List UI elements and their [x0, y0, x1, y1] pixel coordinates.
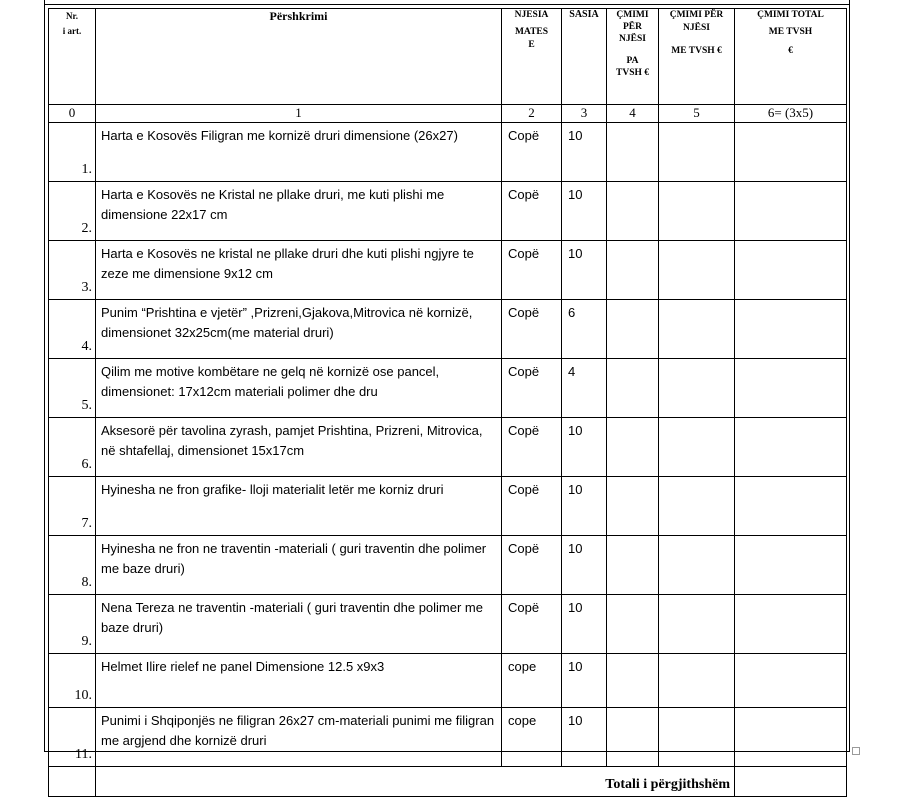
row-description: Harta e Kosovës ne kristal ne pllake druri dhe kuti plishi ngjyre te zeze me dimensione 9x12 cm — [96, 241, 502, 300]
header-price-excl-vat — [607, 9, 659, 105]
row-quantity: 10 — [562, 477, 607, 536]
row-description: Aksesorë për tavolina zyrash, pamjet Prishtina, Prizreni, Mitrovica, në shtafellaj, dimensionet 15x17cm — [96, 418, 502, 477]
row-unit: Copë — [502, 241, 562, 300]
row-price-incl-vat[interactable] — [659, 182, 735, 241]
row-number: 8. — [49, 536, 96, 595]
table-row — [49, 654, 847, 708]
row-description: Punimi i Shqiponjës ne filigran 26x27 cm-materiali punimi me filigran me argjend dhe kornizë druri — [96, 708, 502, 767]
row-price-incl-vat[interactable] — [659, 708, 735, 767]
row-quantity: 10 — [562, 595, 607, 654]
row-quantity: 10 — [562, 418, 607, 477]
column-number: 1 — [96, 105, 502, 123]
row-price-excl-vat[interactable] — [607, 477, 659, 536]
column-number: 3 — [562, 105, 607, 123]
row-number: 10. — [49, 654, 96, 708]
column-number: 6= (3x5) — [735, 105, 847, 123]
row-price-incl-vat[interactable] — [659, 359, 735, 418]
row-price-incl-vat[interactable] — [659, 300, 735, 359]
header-row — [49, 9, 847, 105]
row-price-incl-vat[interactable] — [659, 595, 735, 654]
table-row — [49, 477, 847, 536]
grand-total-value[interactable] — [735, 767, 847, 797]
row-number: 4. — [49, 300, 96, 359]
row-description: Qilim me motive kombëtare ne gelq në kornizë ose pancel, dimensionet: 17x12cm materiali polimer dhe dru — [96, 359, 502, 418]
column-number: 4 — [607, 105, 659, 123]
row-price-incl-vat[interactable] — [659, 418, 735, 477]
row-price-excl-vat[interactable] — [607, 182, 659, 241]
row-total[interactable] — [735, 241, 847, 300]
row-unit: cope — [502, 708, 562, 767]
row-unit: Copë — [502, 536, 562, 595]
row-total[interactable] — [735, 300, 847, 359]
row-unit: Copë — [502, 300, 562, 359]
total-row — [49, 767, 847, 797]
row-number: 9. — [49, 595, 96, 654]
row-price-incl-vat[interactable] — [659, 536, 735, 595]
row-quantity: 4 — [562, 359, 607, 418]
table-row — [49, 708, 847, 767]
row-quantity: 6 — [562, 300, 607, 359]
row-unit: Copë — [502, 123, 562, 182]
row-number: 5. — [49, 359, 96, 418]
table-row — [49, 182, 847, 241]
header-total-line: € — [788, 46, 793, 56]
row-total[interactable] — [735, 595, 847, 654]
header-unit-line2: MATES — [514, 27, 549, 37]
table-row — [49, 595, 847, 654]
header-price-incl-line: ME TVSH € — [671, 46, 722, 56]
header-nr-line2: i art. — [62, 26, 82, 36]
header-price-incl-line: ÇMIMI PËR — [669, 10, 724, 20]
column-number-row — [49, 105, 847, 123]
header-total-line: ÇMIMI TOTAL — [757, 10, 824, 20]
row-price-excl-vat[interactable] — [607, 654, 659, 708]
row-quantity: 10 — [562, 654, 607, 708]
row-total[interactable] — [735, 359, 847, 418]
header-unit — [502, 9, 562, 105]
row-quantity: 10 — [562, 123, 607, 182]
row-description: Hyinesha ne fron grafike- lloji materialit letër me korniz druri — [96, 477, 502, 536]
row-price-excl-vat[interactable] — [607, 359, 659, 418]
header-price-incl-vat — [659, 9, 735, 105]
header-quantity: SASIA — [562, 9, 607, 105]
header-price-excl-line: PËR — [623, 22, 642, 32]
row-description: Nena Tereza ne traventin -materiali ( guri traventin dhe polimer me baze druri) — [96, 595, 502, 654]
header-total — [735, 9, 847, 105]
row-price-incl-vat[interactable] — [659, 241, 735, 300]
row-total[interactable] — [735, 477, 847, 536]
row-unit: Copë — [502, 182, 562, 241]
row-description: Punim “Prishtina e vjetër” ,Prizreni,Gjakova,Mitrovica në kornizë, dimensionet 32x25cm(me material druri) — [96, 300, 502, 359]
row-price-excl-vat[interactable] — [607, 536, 659, 595]
row-number: 7. — [49, 477, 96, 536]
column-number: 0 — [49, 105, 96, 123]
row-price-excl-vat[interactable] — [607, 418, 659, 477]
row-unit: Copë — [502, 418, 562, 477]
row-unit: Copë — [502, 477, 562, 536]
row-price-excl-vat[interactable] — [607, 123, 659, 182]
header-price-excl-line: ÇMIMI — [616, 10, 649, 20]
row-total[interactable] — [735, 182, 847, 241]
header-price-excl-line: PA — [626, 56, 639, 66]
column-number: 5 — [659, 105, 735, 123]
row-total[interactable] — [735, 654, 847, 708]
row-unit: Copë — [502, 359, 562, 418]
header-nr-line1: Nr. — [66, 11, 78, 21]
row-unit: Copë — [502, 595, 562, 654]
items-table — [48, 8, 847, 797]
row-description: Harta e Kosovës Filigran me kornizë druri dimensione (26x27) — [96, 123, 502, 182]
total-row-blank — [49, 767, 96, 797]
table-row — [49, 241, 847, 300]
column-number: 2 — [502, 105, 562, 123]
row-total[interactable] — [735, 418, 847, 477]
header-price-incl-line: NJËSI — [683, 23, 710, 33]
row-price-incl-vat[interactable] — [659, 123, 735, 182]
row-quantity: 10 — [562, 241, 607, 300]
row-price-incl-vat[interactable] — [659, 654, 735, 708]
row-description: Harta e Kosovës ne Kristal ne pllake druri, me kuti plishi me dimensione 22x17 cm — [96, 182, 502, 241]
table-row — [49, 123, 847, 182]
header-nr — [49, 9, 96, 105]
row-price-excl-vat[interactable] — [607, 708, 659, 767]
header-price-excl-line: NJËSI — [619, 34, 646, 44]
resize-handle-icon[interactable] — [852, 747, 860, 755]
row-total[interactable] — [735, 123, 847, 182]
table-row — [49, 536, 847, 595]
row-price-incl-vat[interactable] — [659, 477, 735, 536]
row-number: 3. — [49, 241, 96, 300]
row-description: Hyinesha ne fron ne traventin -materiali ( guri traventin dhe polimer me baze druri) — [96, 536, 502, 595]
row-total[interactable] — [735, 708, 847, 767]
table-row — [49, 359, 847, 418]
row-quantity: 10 — [562, 708, 607, 767]
row-unit: cope — [502, 654, 562, 708]
row-price-excl-vat[interactable] — [607, 241, 659, 300]
header-price-excl-line: TVSH € — [616, 68, 649, 78]
table-row — [49, 418, 847, 477]
row-quantity: 10 — [562, 182, 607, 241]
row-price-excl-vat[interactable] — [607, 300, 659, 359]
row-number: 1. — [49, 123, 96, 182]
header-description: Përshkrimi — [96, 9, 502, 105]
header-total-line: ME TVSH — [768, 27, 813, 37]
grand-total-label: Totali i përgjithshëm — [96, 767, 735, 797]
row-description: Helmet Ilire rielef ne panel Dimensione 12.5 x9x3 — [96, 654, 502, 708]
header-unit-line1: NJESIA — [514, 10, 549, 20]
row-total[interactable] — [735, 536, 847, 595]
row-price-excl-vat[interactable] — [607, 595, 659, 654]
row-number: 11. — [49, 708, 96, 767]
row-number: 6. — [49, 418, 96, 477]
row-number: 2. — [49, 182, 96, 241]
header-unit-line3: E — [528, 40, 535, 50]
row-quantity: 10 — [562, 536, 607, 595]
table-row — [49, 300, 847, 359]
